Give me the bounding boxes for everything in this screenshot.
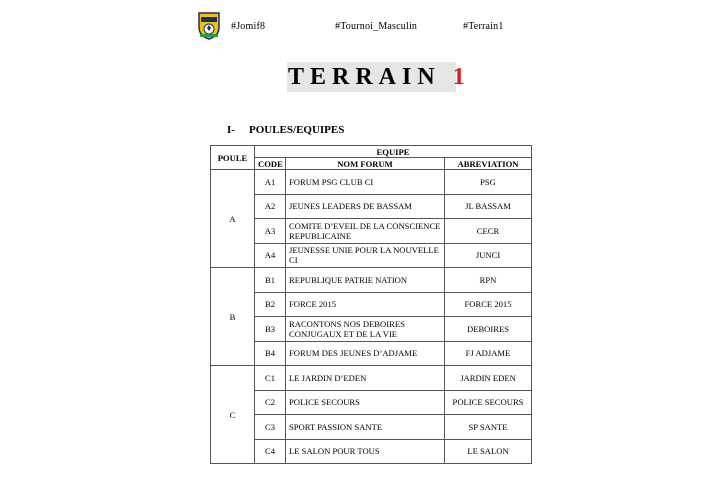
poule-cell: B <box>211 268 255 366</box>
name-cell: FORUM PSG CLUB CI <box>286 170 445 195</box>
title-text: TERRAIN <box>288 64 441 90</box>
abbr-cell: LE SALON <box>445 439 532 464</box>
code-cell: C4 <box>255 439 286 464</box>
table-row <box>211 415 532 440</box>
name-cell: LE JARDIN D’EDEN <box>286 366 445 391</box>
table-row <box>211 341 532 366</box>
abbr-cell: JARDIN EDEN <box>445 366 532 391</box>
abbr-cell: POLICE SECOURS <box>445 390 532 415</box>
abbr-cell: FJ ADJAME <box>445 341 532 366</box>
abbr-cell: RPN <box>445 268 532 293</box>
abbr-cell: JUNCI <box>445 243 532 268</box>
name-cell: SPORT PASSION SANTE <box>286 415 445 440</box>
poule-cell: A <box>211 170 255 268</box>
abbr-cell: SP SANTE <box>445 415 532 440</box>
table-row <box>211 317 532 342</box>
code-cell: C1 <box>255 366 286 391</box>
hashtag-tournoi: #Tournoi_Masculin <box>335 21 418 32</box>
table-row <box>211 268 532 293</box>
poule-cell: C <box>211 366 255 464</box>
table-row <box>211 219 532 244</box>
table-row <box>211 292 532 317</box>
abbr-cell: FORCE 2015 <box>445 292 532 317</box>
name-cell: LE SALON POUR TOUS <box>286 439 445 464</box>
name-cell: JEUNES LEADERS DE BASSAM <box>286 194 445 219</box>
tournament-logo <box>197 10 221 40</box>
code-cell: B2 <box>255 292 286 317</box>
teams-table <box>210 145 532 464</box>
abbr-cell: PSG <box>445 170 532 195</box>
page-title <box>287 62 465 92</box>
table-row <box>211 390 532 415</box>
name-cell: FORUM DES JEUNES D’ADJAME <box>286 341 445 366</box>
header-code: CODE <box>255 158 286 170</box>
code-cell: A2 <box>255 194 286 219</box>
header-abreviation: ABREVIATION <box>445 158 532 170</box>
header-nom-forum: NOM FORUM <box>286 158 445 170</box>
title-number: 1 <box>452 64 465 90</box>
abbr-cell: JL BASSAM <box>445 194 532 219</box>
hashtag-jomif: #Jomif8 <box>231 21 266 32</box>
code-cell: B3 <box>255 317 286 342</box>
name-cell: JEUNESSE UNIE POUR LA NOUVELLE CI <box>286 243 445 268</box>
name-cell: RACONTONS NOS DEBOIRES CONJUGAUX ET DE LA VIE <box>286 317 445 342</box>
section-numeral: I- <box>227 124 235 136</box>
code-cell: A4 <box>255 243 286 268</box>
table-row <box>211 194 532 219</box>
code-cell: C2 <box>255 390 286 415</box>
table-row <box>211 366 532 391</box>
table-row <box>211 170 532 195</box>
hashtag-terrain: #Terrain1 <box>463 21 504 32</box>
header-equipe: EQUIPE <box>255 146 532 158</box>
code-cell: A3 <box>255 219 286 244</box>
name-cell: POLICE SECOURS <box>286 390 445 415</box>
name-cell: REPUBLIQUE PATRIE NATION <box>286 268 445 293</box>
code-cell: C3 <box>255 415 286 440</box>
code-cell: A1 <box>255 170 286 195</box>
table-row <box>211 439 532 464</box>
name-cell: FORCE 2015 <box>286 292 445 317</box>
code-cell: B4 <box>255 341 286 366</box>
code-cell: B1 <box>255 268 286 293</box>
name-cell: COMITE D’EVEIL DE LA CONSCIENCE REPUBLICAINE <box>286 219 445 244</box>
table-row <box>211 243 532 268</box>
section-title: POULES/EQUIPES <box>249 124 345 136</box>
abbr-cell: DEBOIRES <box>445 317 532 342</box>
section-heading <box>227 124 344 136</box>
abbr-cell: CECR <box>445 219 532 244</box>
header-poule: POULE <box>211 146 255 170</box>
